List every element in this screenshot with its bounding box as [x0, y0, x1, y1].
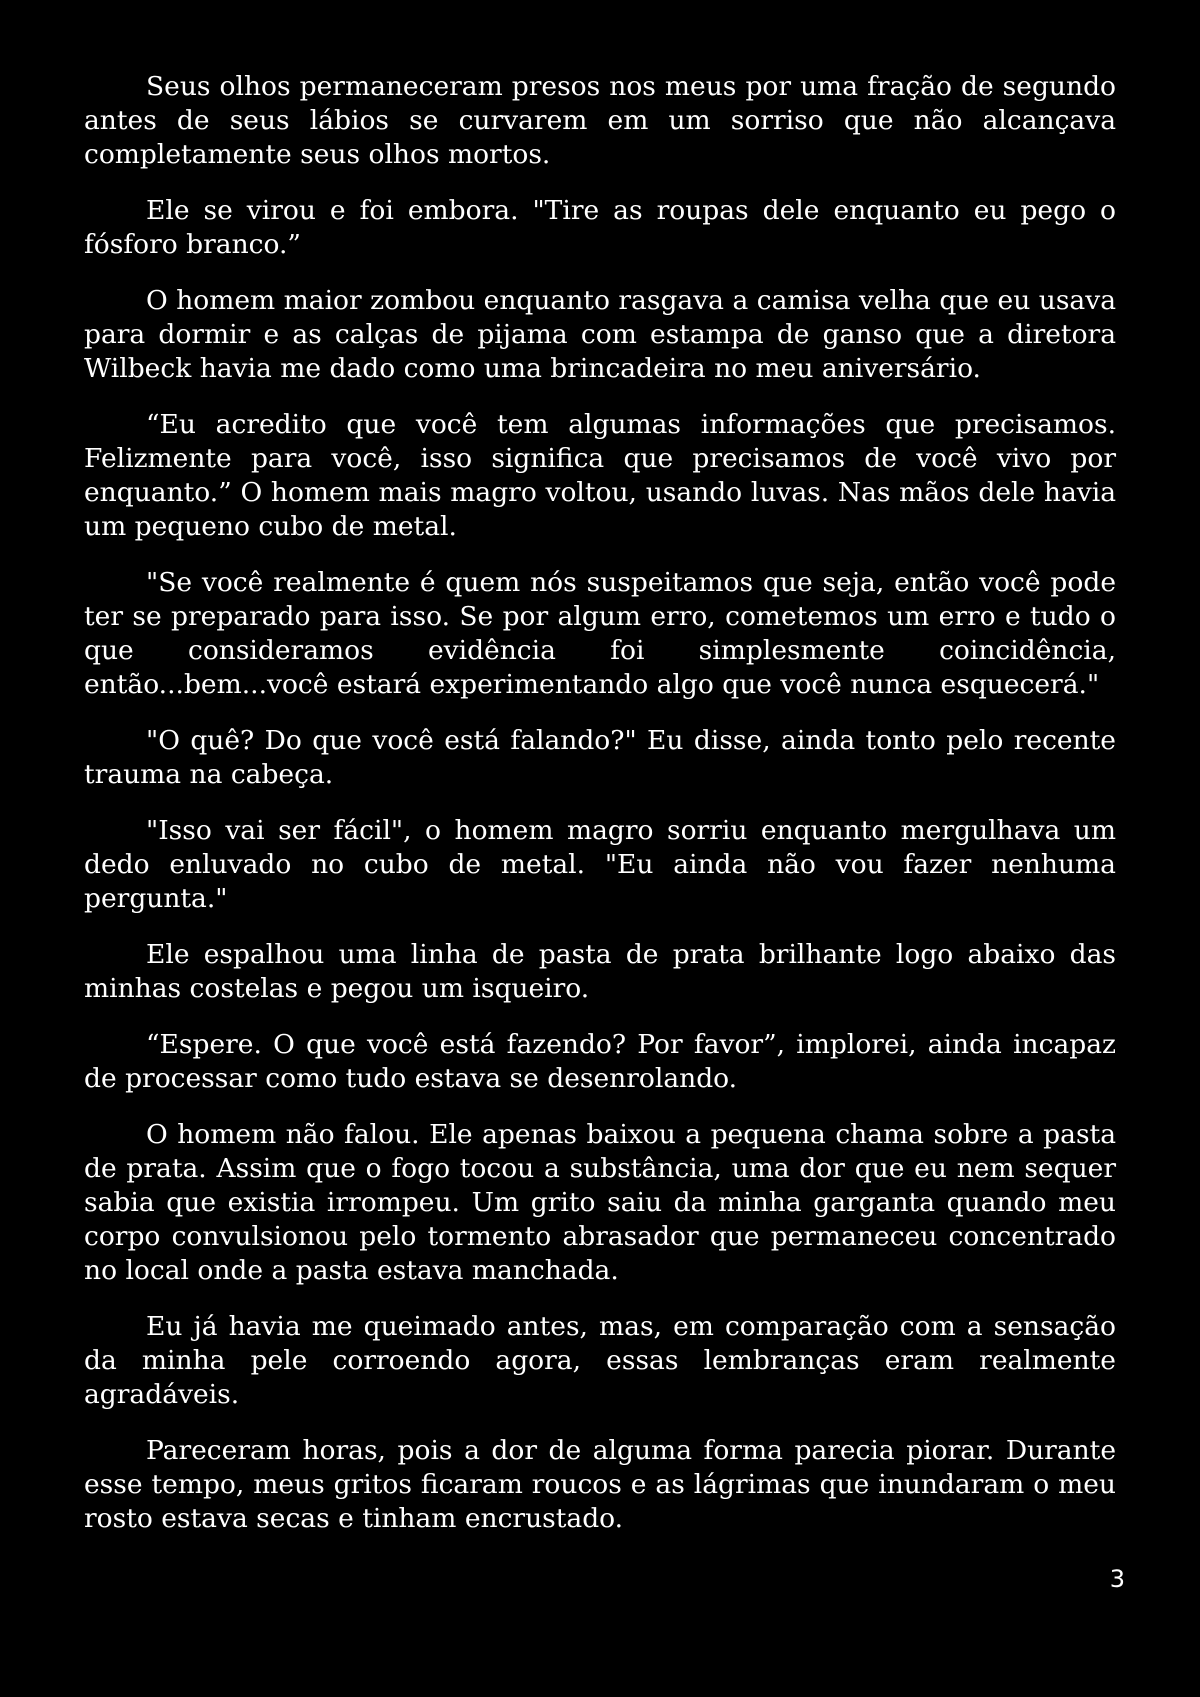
paragraph-12: Pareceram horas, pois a dor de alguma forma parecia piorar. Durante esse tempo, meus gritos ficaram roucos e as lágrimas que inundaram o meu rosto estava secas e tinham encrustado.	[84, 1435, 1116, 1534]
paragraph-3: O homem maior zombou enquanto rasgava a camisa velha que eu usava para dormir e as calças de pijama com estampa de ganso que a diretora Wilbeck havia me dado como uma brincadeira no meu aniversário.	[84, 285, 1116, 384]
paragraph-11: Eu já havia me queimado antes, mas, em comparação com a sensação da minha pele corroendo agora, essas lembranças eram realmente agradáveis.	[84, 1311, 1116, 1410]
paragraph-4: “Eu acredito que você tem algumas informações que precisamos. Felizmente para você, isso significa que precisamos de você vivo por enquanto.” O homem mais magro voltou, usando luvas. Nas mãos dele havia um pequeno cubo de metal.	[84, 409, 1116, 542]
paragraph-1: Seus olhos permaneceram presos nos meus por uma fração de segundo antes de seus lábios se curvarem em um sorriso que não alcançava completamente seus olhos mortos.	[84, 71, 1116, 170]
paragraph-7: "Isso vai ser fácil", o homem magro sorriu enquanto mergulhava um dedo enluvado no cubo de metal. "Eu ainda não vou fazer nenhuma pergunta."	[84, 815, 1116, 914]
paragraph-6: "O quê? Do que você está falando?" Eu disse, ainda tonto pelo recente trauma na cabeça.	[84, 725, 1116, 790]
page-number: 3	[1109, 1565, 1125, 1593]
paragraph-9: “Espere. O que você está fazendo? Por favor”, implorei, ainda incapaz de processar como tudo estava se desenrolando.	[84, 1029, 1116, 1094]
paragraph-10: O homem não falou. Ele apenas baixou a pequena chama sobre a pasta de prata. Assim que o fogo tocou a substância, uma dor que eu nem sequer sabia que existia irrompeu. Um grito saiu da minha garganta quando meu corpo convulsionou pelo tormento abrasador que permaneceu concentrado no local onde a pasta estava manchada.	[84, 1119, 1116, 1286]
body-text	[84, 70, 1116, 1536]
paragraph-8: Ele espalhou uma linha de pasta de prata brilhante logo abaixo das minhas costelas e pegou um isqueiro.	[84, 939, 1116, 1004]
paragraph-2: Ele se virou e foi embora. "Tire as roupas dele enquanto eu pego o fósforo branco.”	[84, 195, 1116, 260]
paragraph-5: "Se você realmente é quem nós suspeitamos que seja, então você pode ter se preparado para isso. Se por algum erro, cometemos um erro e tudo o que consideramos evidência foi simplesmente coincidência, então...bem...você estará experimentando algo que você nunca esquecerá."	[84, 567, 1116, 700]
